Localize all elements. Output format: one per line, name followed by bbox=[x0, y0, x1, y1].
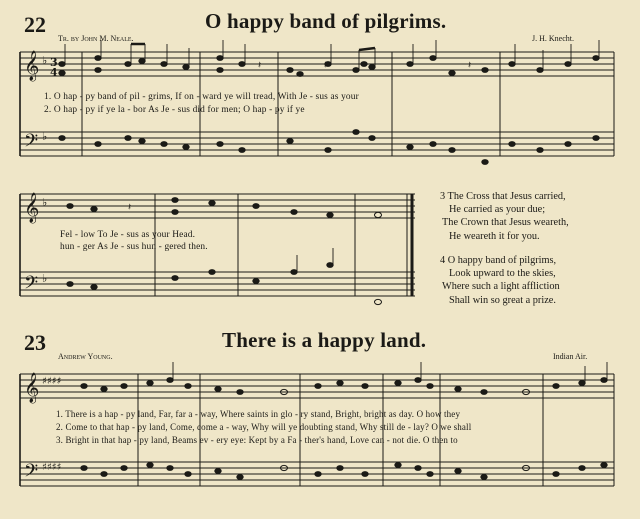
staff-22-1-bass bbox=[20, 132, 614, 156]
lyric-line: 2. O hap - py if ye la - bor As Je - sus did for men; O hap - py if ye bbox=[44, 105, 305, 115]
lyric-line: 2. Come to that hap - py land, Come, come a - way, Why will ye doubting stand, Why still de - lay? O we shall bbox=[56, 422, 472, 432]
staff-22-1-treble bbox=[20, 52, 614, 76]
clefs-and-signatures bbox=[24, 50, 61, 486]
svg-text:♯♯♯♯: ♯♯♯♯ bbox=[42, 462, 62, 473]
svg-text:𝄢: 𝄢 bbox=[24, 461, 39, 486]
verse-4: 4 O happy band of pilgrims, Look upward to the skies, Where such a light affliction Shall win so great a prize. bbox=[440, 255, 560, 306]
svg-text:𝄽: 𝄽 bbox=[128, 202, 132, 213]
tune-credit: Indian Air. bbox=[553, 352, 588, 361]
lyric-line: 1. There is a hap - py land, Far, far a - way, Where saints in glo - ry stand, Bright, bright as day. O how they bbox=[56, 409, 461, 419]
svg-text:𝄽: 𝄽 bbox=[468, 60, 472, 71]
rests bbox=[128, 60, 471, 213]
svg-text:♭: ♭ bbox=[42, 130, 48, 143]
svg-text:𝄽: 𝄽 bbox=[324, 60, 328, 71]
staff-22-2-bass bbox=[20, 272, 415, 296]
verse-3: 3 The Cross that Jesus carried, He carried as your due; The Crown that Jesus weareth, He weareth it for you. bbox=[440, 191, 569, 242]
bass-clef-icon: 𝄢 bbox=[24, 131, 39, 156]
translator-credit: Tr. by John M. Neale. bbox=[58, 34, 134, 43]
lyric-line: Fel - low To Je - sus as your Head. bbox=[60, 230, 196, 240]
flat-icon: ♭ bbox=[42, 54, 48, 67]
svg-text:𝄞: 𝄞 bbox=[24, 193, 40, 223]
svg-text:𝄽: 𝄽 bbox=[258, 60, 262, 71]
lyric-line: hun - ger As Je - sus hun - gered then. bbox=[60, 242, 208, 252]
svg-text:4: 4 bbox=[50, 66, 58, 79]
staff-22-2-treble bbox=[20, 194, 415, 218]
svg-text:♭: ♭ bbox=[42, 196, 48, 209]
hymn-number: 23 bbox=[24, 330, 46, 355]
hymn-title: O happy band of pilgrims. bbox=[205, 9, 447, 33]
treble-clef-icon: 𝄞 bbox=[24, 51, 40, 81]
lyric-line: 1. O hap - py band of pil - grims, If on - ward ye will tread, With Je - sus as your bbox=[44, 92, 359, 102]
hymn-title: There is a happy land. bbox=[222, 328, 427, 352]
sharp-icon: ♯♯♯♯ bbox=[42, 376, 62, 387]
time-signature: 3 bbox=[50, 56, 58, 69]
hymn-number: 22 bbox=[24, 12, 46, 37]
author-credit: Andrew Young. bbox=[58, 352, 113, 361]
svg-text:𝄞: 𝄞 bbox=[24, 373, 40, 403]
svg-text:𝄢: 𝄢 bbox=[24, 273, 39, 298]
svg-text:♭: ♭ bbox=[42, 272, 48, 285]
lyric-line: 3. Bright in that hap - py land, Beams ev - ery eye: Kept by a Fa - ther's hand, Love can - not die. O then to bbox=[56, 435, 458, 445]
composer-credit: J. H. Knecht. bbox=[532, 34, 574, 43]
